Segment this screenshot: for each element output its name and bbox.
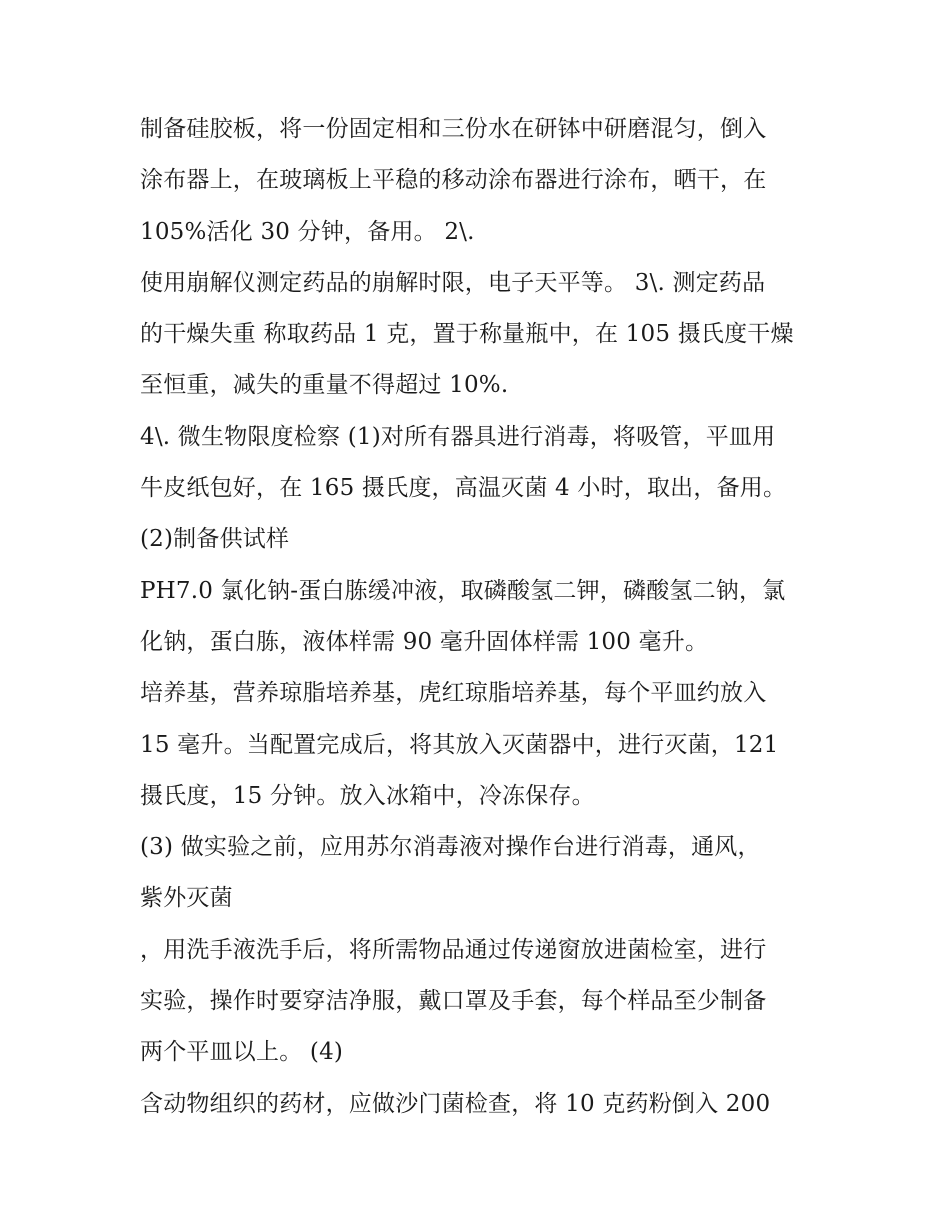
text-line: 两个平皿以上。 (4) <box>140 1039 344 1066</box>
text-line: 4\. 微生物限度检察 (1)对所有器具进行消毒，将吸管，平皿用 <box>140 423 776 450</box>
text-line: 培养基，营养琼脂培养基，虎红琼脂培养基，每个平皿约放入 <box>140 680 767 707</box>
text-line: 含动物组织的药材，应做沙门菌检查，将 10 克药粉倒入 200 <box>140 1090 771 1117</box>
text-line: 的干燥失重 称取药品 1 克，置于称量瓶中，在 105 摄氏度干燥 <box>140 321 794 348</box>
text-line: (2)制备供试样 <box>140 526 290 553</box>
body-text <box>140 104 820 1130</box>
text-line: 至恒重，减失的重量不得超过 10%. <box>140 372 509 399</box>
text-line: 涂布器上，在玻璃板上平稳的移动涂布器进行涂布，晒干，在 <box>140 167 767 194</box>
text-line: PH7.0 氯化钠-蛋白胨缓冲液，取磷酸氢二钾，磷酸氢二钠，氯 <box>140 577 786 604</box>
text-line: 15 毫升。当配置完成后，将其放入灭菌器中，进行灭菌，121 <box>140 731 779 758</box>
text-line: (3) 做实验之前，应用苏尔消毒液对操作台进行消毒，通风， <box>140 834 761 861</box>
text-line: 实验，操作时要穿洁净服，戴口罩及手套，每个样品至少制备 <box>140 988 767 1015</box>
text-line: 制备硅胶板，将一份固定相和三份水在研钵中研磨混匀，倒入 <box>140 116 767 142</box>
text-line: 紫外灭菌 <box>140 885 233 912</box>
text-line: 使用崩解仪测定药品的崩解时限，电子天平等。 3\. 测定药品 <box>140 269 766 296</box>
text-line: 牛皮纸包好，在 165 摄氏度，高温灭菌 4 小时，取出，备用。 <box>140 475 787 502</box>
text-line: ，用洗手液洗手后，将所需物品通过传递窗放进菌检室，进行 <box>140 936 767 963</box>
text-line: 化钠，蛋白胨，液体样需 90 毫升固体样需 100 毫升。 <box>140 628 709 655</box>
text-line: 摄氏度，15 分钟。放入冰箱中，冷冻保存。 <box>140 782 595 809</box>
text-line: 105%活化 30 分钟，备用。 2\. <box>140 218 475 245</box>
